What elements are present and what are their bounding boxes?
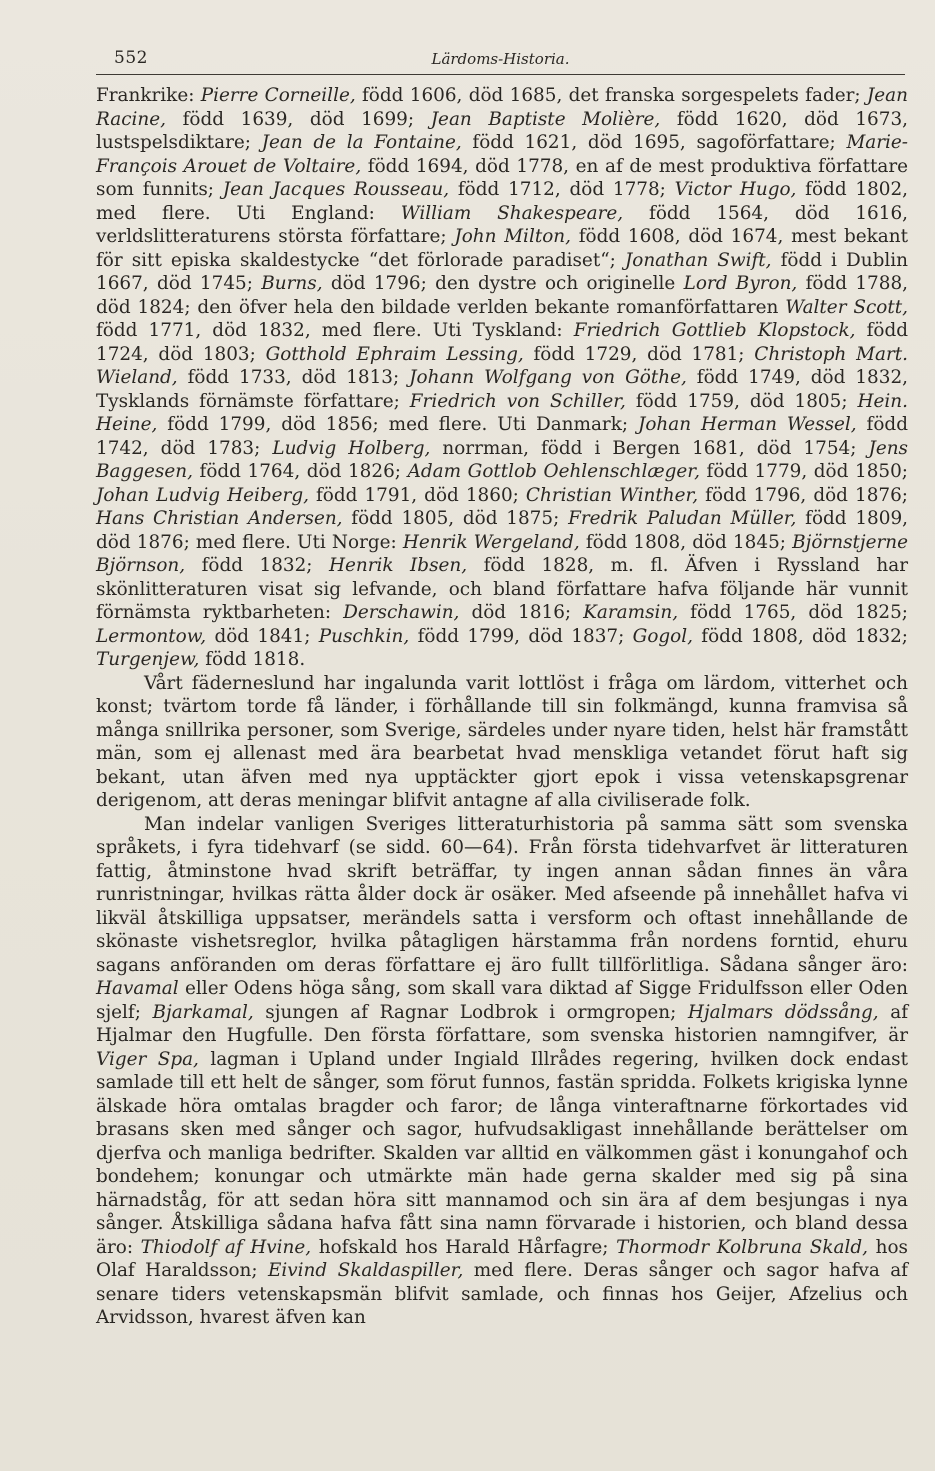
italic-name: Gotthold Ephraim Lessing, (265, 343, 524, 365)
text-run: född 1802, med flere. Uti England: (96, 179, 909, 224)
text-run: född 1639, död 1699; (166, 108, 431, 130)
body-text (96, 84, 908, 1330)
text-run: Vårt fäderneslund har ingalunda varit lottlöst i fråga om lärdom, vitterhet och konst; tvärtom torde få länder, i förhållande till sin folkmängd, kunna framvisa så många snillrika personer, som Sverige, särdeles under nyare tiden, helst här framstått män, som ej allenast med ära bearbetat hvad menskliga vetandet förut haft sig bekant, utan äfven med nya upptäckter gjort epok i vissa vetenskapsgrenar derigenom, att deras meningar blifvit antagne af alla civiliserade folk. (96, 672, 908, 811)
text-run: född 1799, död 1856; med flere. Uti Danmark; (157, 414, 638, 435)
text-run: född i Dublin 1667, död 1745; (96, 249, 908, 294)
text-run: född 1809, död 1876; med flere. Uti Norge: (96, 508, 909, 553)
text-run: född 1818. (199, 649, 306, 670)
text-run: född 1832; (185, 555, 329, 576)
italic-name: Jens Baggesen, (96, 437, 908, 482)
text-run: född 1796, död 1876; (698, 484, 908, 506)
text-run: lagman i Upland under Ingiald Illrådes regering, hvilken dock endast samlade till ett helt de sånger, som förut funnos, fastän spridda. Folkets krigiska lynne älskade höra omtalas bragder och faror; de långa vinteraftnarne förkortades vid brasans sken med sånger och sagor, hufvudsakligast innehållande berättelser om djerfva och manliga bedrifter. Skalden var alltid en välkommen gäst i konungahof och bondehem; konungar och utmärkte män hade gerna skalder med sig på sina härnadståg, för att sedan höra sitt mannamod och sin ära af dem besjungas i nya sånger. Åtskilliga sådana hafva fått sina namn förvarade i historien, och bland dessa äro: (96, 1048, 908, 1258)
italic-name: Henrik Wergeland, (402, 531, 580, 553)
text-run: norrman, född i Bergen 1681, död 1754; (430, 437, 869, 459)
text-run: sjungen af Ragnar Lodbrok i ormgropen; (253, 1001, 688, 1023)
italic-name: Christoph Mart. Wieland, (96, 343, 908, 388)
italic-name: John Milton, (454, 226, 571, 247)
text-run: född 1808, död 1832; (692, 625, 908, 647)
italic-name: Hans Christian Andersen, (96, 508, 343, 529)
italic-name: Marie-François Arouet de Voltaire, (96, 132, 909, 177)
text-run: född 1791, död 1860; (308, 484, 526, 506)
text-run: med flere. Deras sånger och sagor hafva af senare tiders vetenskapsmän blifvit samlade, och finnas hos Geijer, Afzelius och Arvidsson, hvarest äfven kan (96, 1260, 908, 1328)
text-run: född 1765, död 1825; (678, 602, 908, 623)
italic-name: Ludvig Holberg, (272, 437, 431, 459)
text-run: född 1694, död 1778, en af de mest produktiva författare som funnits; (96, 155, 908, 200)
text-run: död 1816; (459, 602, 584, 623)
text-run: född 1621, död 1695, sagoförfattare; (461, 132, 847, 153)
text-run: född 1733, död 1813; (177, 367, 410, 388)
italic-name: Johann Wolfgang von Göthe, (409, 367, 687, 388)
paragraph (96, 813, 908, 1330)
text-run: född 1779, död 1850; (699, 461, 908, 482)
page-number: 552 (114, 48, 148, 68)
italic-name: Viger Spa, (96, 1048, 199, 1070)
text-run: Man indelar vanligen Sveriges litteraturhistoria på samma sätt som svenska språkets, i fyra tidehvarf (se sidd. 60—64). Från första tidehvarfvet är litteraturen fattig, åtminstone hvad skrift beträffar, ty ingen annan sådan finnes än våra runristningar, hvilkas rätta ålder dock är osäker. Med afseende på innehållet hafva vi likväl åtskilliga uppsatser, merändels satta i versform och oftast innehållande de skönaste vishetsreglor, hvilka påtagligen härstamma från nordens forntid, ehuru sagans anföranden om deras författare ej äro fullt tillförlitliga. Sådana sånger äro: (96, 813, 908, 976)
text-run: född 1764, död 1826; (192, 461, 408, 482)
italic-name: William Shakespeare, (400, 202, 624, 224)
text-run: hofskald hos Harald Hårfagre; (311, 1236, 617, 1258)
italic-name: Johan Ludvig Heiberg, (96, 484, 309, 506)
text-run: af Hjalmar den Hugfulle. Den första författare, som svenska historien namngifver, är (96, 1001, 908, 1046)
text-run: död 1841; (206, 625, 319, 647)
italic-name: Victor Hugo, (674, 179, 797, 200)
text-run: född 1608, död 1674, mest bekant för sitt episka skaldestycke “det förlorade paradiset“; (96, 226, 908, 271)
italic-name: Thormodr Kolbruna Skald, (616, 1236, 869, 1258)
italic-name: Jean Jacques Rousseau, (222, 179, 450, 200)
text-run: född 1771, död 1832, med flere. Uti Tyskland: (96, 320, 574, 341)
italic-name: Derschawin, (343, 602, 460, 623)
italic-name: Thiodolf af Hvine, (140, 1236, 312, 1258)
text-run: född 1564, död 1616, verldslitteraturens största författare; (96, 202, 908, 247)
italic-name: Havamal (96, 978, 179, 999)
text-run: eller Odens höga sång, som skall vara diktad af Sigge Fridulfsson eller Oden sjelf; (96, 978, 908, 1023)
text-run: född 1729, död 1781; (523, 343, 755, 365)
italic-name: Burns, (261, 273, 323, 294)
italic-name: Henrik Ibsen, (328, 555, 468, 576)
italic-name: Walter Scott, (785, 296, 908, 318)
italic-name: Jean Baptiste Molière, (430, 108, 661, 130)
italic-name: Lermontow, (96, 625, 207, 647)
text-run: född 1799, död 1837; (409, 625, 633, 647)
italic-name: Friedrich von Schiller, (409, 390, 626, 412)
text-run: född 1808, död 1845; (579, 531, 793, 553)
text-run: född 1805, död 1875; (342, 508, 569, 529)
italic-name: Hjalmars dödssång, (687, 1001, 879, 1023)
italic-name: Turgenjew, (96, 649, 200, 670)
italic-name: Johan Herman Wessel, (637, 414, 857, 435)
text-run: hos Olaf Haraldsson; (96, 1236, 908, 1281)
text-run: född 1606, död 1685, det franska sorgespelets fader; (355, 85, 867, 106)
italic-name: Bjarkamal, (152, 1001, 254, 1023)
text-run: född 1712, död 1778; (449, 179, 675, 200)
italic-name: Pierre Corneille, (200, 85, 356, 106)
italic-name: Lord Byron, (683, 273, 798, 294)
italic-name: Adam Gottlob Oehlenschlæger, (407, 461, 700, 482)
text-run: född 1742, död 1783; (96, 414, 908, 459)
italic-name: Friedrich Gottlieb Klopstock, (573, 320, 856, 341)
italic-name: Jean de la Fontaine, (261, 132, 462, 153)
running-title: Lärdoms-Historia. (431, 50, 570, 68)
italic-name: Christian Winther, (525, 484, 699, 506)
italic-name: Jean Racine, (96, 85, 908, 130)
italic-name: Karamsin, (583, 602, 679, 623)
paragraph (96, 672, 908, 813)
text-run: född 1749, död 1832, Tysklands förnämste författare; (96, 367, 909, 412)
page-header (96, 46, 905, 75)
italic-name: Fredrik Paludan Müller, (568, 508, 797, 529)
text-run: född 1620, död 1673, lustspelsdiktare; (96, 108, 908, 153)
italic-name: Hein. Heine, (96, 390, 908, 435)
italic-name: Björnstjerne Björnson, (96, 531, 908, 576)
text-run: född 1759, död 1805; (625, 390, 858, 412)
paragraph (96, 84, 908, 672)
italic-name: Eivind Skaldaspiller, (267, 1260, 464, 1281)
italic-name: Gogol, (632, 625, 693, 647)
italic-name: Puschkin, (318, 625, 410, 647)
text-run: född 1724, död 1803; (96, 320, 908, 365)
text-run: död 1796; den dystre och originelle (322, 273, 684, 294)
text-run: Frankrike: (96, 85, 201, 106)
text-run: född 1788, död 1824; den öfver hela den bildade verlden bekante romanförfattaren (96, 273, 908, 318)
text-run: född 1828, m. fl. Äfven i Ryssland har skönlitteraturen visat sig lefvande, och bland författare hafva följande här vunnit förnämsta ryktbarheten: (96, 555, 908, 623)
italic-name: Jonathan Swift, (624, 249, 772, 271)
